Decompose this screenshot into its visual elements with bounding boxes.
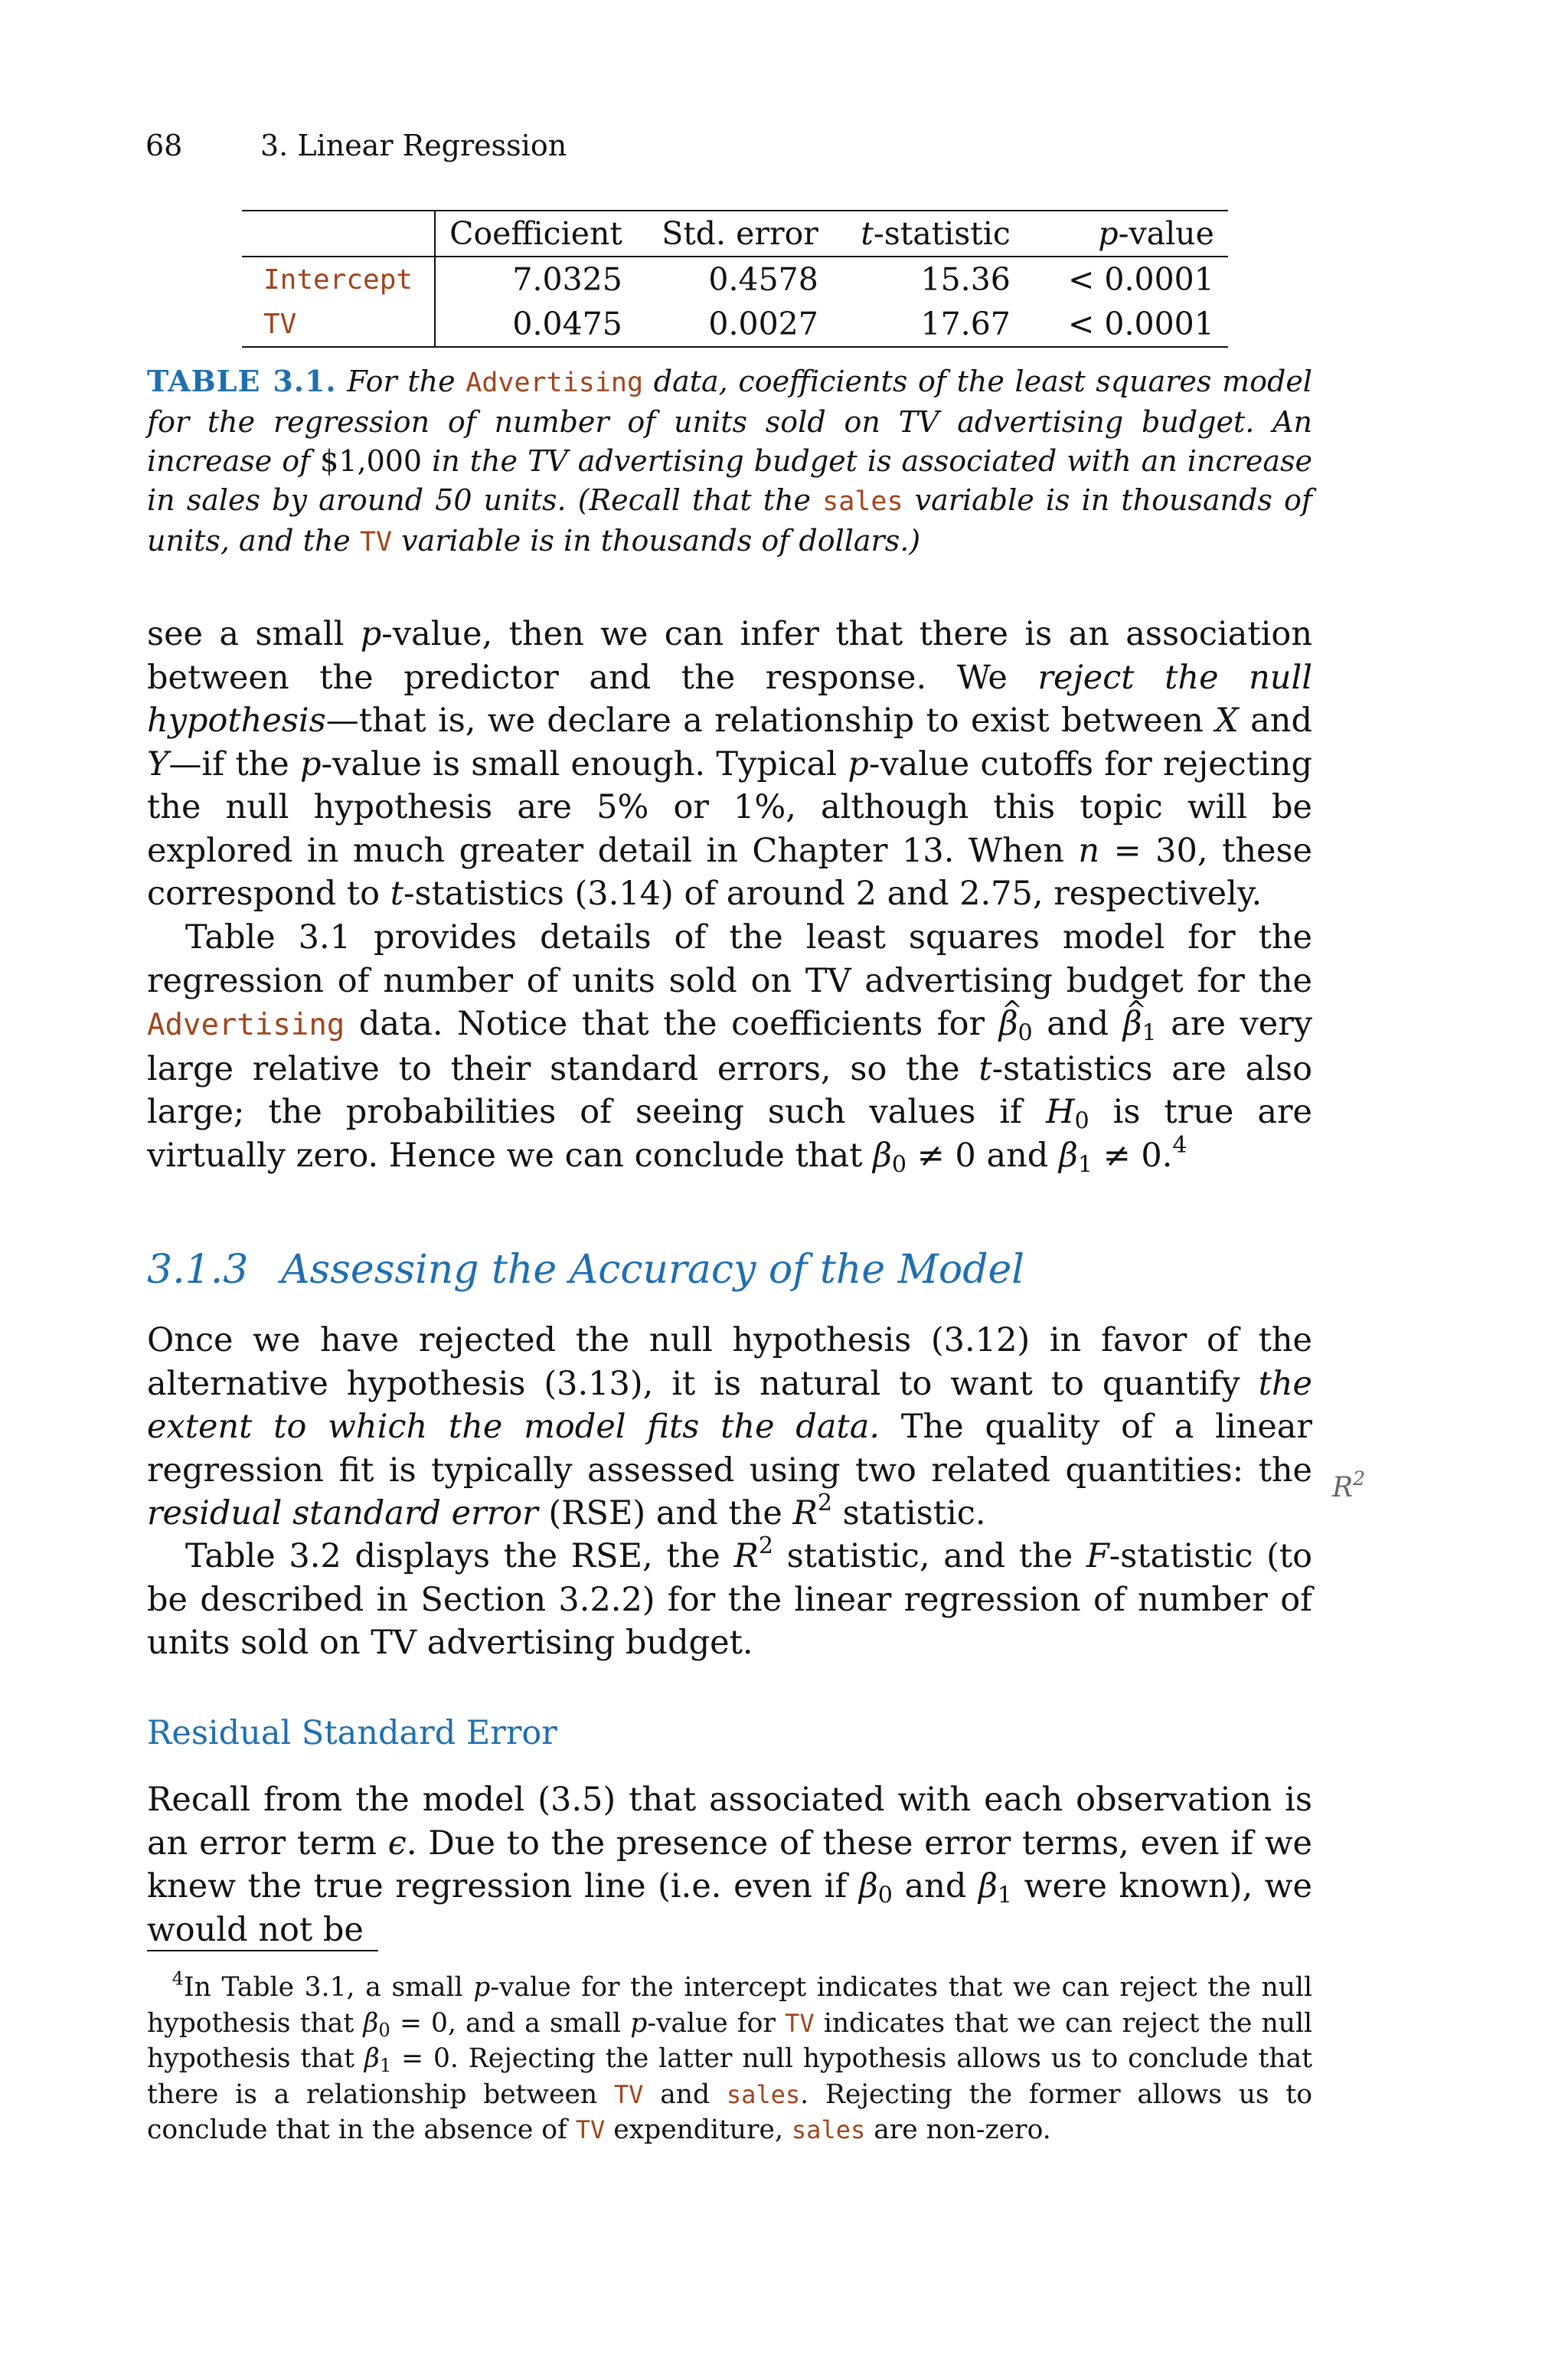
text: are non-zero. xyxy=(874,2115,1051,2145)
footnote-marker: 4 xyxy=(1172,1131,1187,1159)
col-header-p-value: p-value xyxy=(1098,215,1214,252)
text: = 0. Rejecting the latter null hypothesis allows us to conclude that there is a relationship between xyxy=(147,2043,1313,2110)
cell-std-error: 0.4578 xyxy=(708,261,818,298)
emphasis-extent: the extent to which the model fits the data. xyxy=(147,1364,1312,1446)
section-heading xyxy=(147,1247,1024,1293)
math-neq: ≠ 0. xyxy=(1102,1136,1173,1175)
text: expenditure, xyxy=(613,2115,783,2145)
caption-text: variable is in thousands of dollars.) xyxy=(401,524,921,558)
margin-note-r-squared xyxy=(1332,1467,1366,1503)
text: Once we have rejected the null hypothesis (3.12) in favor of the alternative hypothesis (3.13), it is natural to want to quantify xyxy=(147,1321,1312,1403)
paragraph-table-details xyxy=(147,916,1312,1177)
text: Table 3.1 provides details of the least squares model for the regression of number of units sold on TV advertising budget for the xyxy=(147,918,1312,1000)
cell-p-value: < 0.0001 xyxy=(1068,306,1214,342)
math-t: t xyxy=(390,875,404,913)
math-beta: β xyxy=(873,1136,892,1175)
text: —if the xyxy=(168,744,289,783)
math-beta: β xyxy=(363,2007,379,2039)
text: Recall from the model (3.5) that associated with each observation is an error term xyxy=(147,1781,1312,1863)
math-subscript: 0 xyxy=(1018,1019,1033,1047)
text: and xyxy=(986,1136,1049,1175)
math-p: p xyxy=(630,2007,648,2039)
math-p: p xyxy=(473,1972,491,2003)
text: -value, then we can infer that there is an association between the predictor and the response. We xyxy=(147,615,1313,697)
col-header-std-error: Std. error xyxy=(662,215,818,252)
section-number: 3.1.3 xyxy=(147,1247,249,1293)
text: and xyxy=(904,1867,967,1905)
math-h: H xyxy=(1045,1093,1075,1131)
text: -statistics are also large; the probabilities of seeing such values if xyxy=(147,1049,1312,1131)
text: -statistics (3.14) of around 2 and 2.75, respectively. xyxy=(403,875,1263,913)
chapter-title: 3. Linear Regression xyxy=(260,129,567,162)
cell-coefficient: 0.0475 xyxy=(512,306,622,342)
text: -value is small enough. Typical xyxy=(321,744,838,783)
math-beta-hat: ^ β xyxy=(999,1003,1018,1046)
math-epsilon: ϵ xyxy=(387,1824,407,1863)
cell-coefficient: 7.0325 xyxy=(512,261,622,298)
text: indicates that we can reject the null hypothesis that xyxy=(147,2007,1313,2074)
math-beta-hat: ^ β xyxy=(1123,1003,1142,1046)
math-subscript: 0 xyxy=(378,2019,390,2041)
caption-label: TABLE 3.1. xyxy=(147,364,337,398)
text: . Due to the presence of these error terms, even if we knew the true regression line (i.e. even if xyxy=(147,1824,1312,1905)
math-p: p xyxy=(848,744,869,783)
col-header-coefficient: Coefficient xyxy=(449,215,622,252)
code-advertising: Advertising xyxy=(147,1008,345,1042)
table-row xyxy=(242,302,1228,347)
table-caption xyxy=(147,361,1312,562)
code-tv: TV xyxy=(359,527,393,558)
paragraph-rse xyxy=(147,1778,1312,1951)
cell-std-error: 0.0027 xyxy=(708,306,818,342)
math-subscript: 1 xyxy=(1077,1151,1093,1179)
text: are very large relative to their standard errors, so the xyxy=(147,1005,1313,1088)
code-tv: TV xyxy=(613,2079,644,2109)
math-r: R xyxy=(733,1537,759,1575)
math-p: p xyxy=(360,615,382,653)
math-superscript: 2 xyxy=(1353,1467,1366,1490)
page-number: 68 xyxy=(145,129,183,162)
paragraph-p-value xyxy=(147,613,1312,916)
subsection-heading: Residual Standard Error xyxy=(147,1714,557,1752)
text: Table 3.2 displays the RSE, the xyxy=(185,1537,720,1575)
math-beta: β xyxy=(858,1867,878,1905)
math-r: R xyxy=(1332,1472,1354,1503)
text: . Rejecting the former allows us to conclude that in the absence of xyxy=(147,2079,1313,2145)
math-superscript: 2 xyxy=(817,1489,832,1516)
text: were known), we would not be xyxy=(147,1867,1312,1949)
text: and xyxy=(1250,702,1312,740)
code-tv: TV xyxy=(575,2115,606,2144)
text: -value for xyxy=(647,2007,776,2039)
caption-text: in the TV advertising budget is associated with an increase in sales by around 50 units. (Recall that the xyxy=(147,444,1312,517)
math-subscript: 1 xyxy=(379,2055,392,2077)
text: and xyxy=(660,2079,710,2110)
text: -statistic (to be described in Section 3.2.2) for the linear regression of number of units sold on TV advertising budget. xyxy=(147,1537,1313,1662)
code-advertising: Advertising xyxy=(466,368,644,398)
code-tv: TV xyxy=(785,2008,815,2038)
table-corner-cell xyxy=(242,211,435,257)
math-subscript: 0 xyxy=(891,1151,907,1179)
math-beta: β xyxy=(1059,1136,1078,1175)
text: statistic, and the xyxy=(786,1537,1073,1575)
caption-amount: $1,000 xyxy=(320,444,423,478)
paragraph-table-3-2 xyxy=(147,1532,1313,1665)
text: see a small xyxy=(147,615,345,653)
math-r: R xyxy=(792,1494,818,1532)
emphasis-reject-null: reject the null hypothesis xyxy=(147,658,1313,740)
caption-text: For the xyxy=(347,365,456,398)
caption-text: variable is in thousands of units, and the xyxy=(147,483,1312,558)
text: The quality of a linear regression fit is typically assessed using two related quantities: the xyxy=(147,1408,1312,1490)
caption-text: data, coefficients of the least squares model for the regression of number of units sold on TV advertising budget. An increase of xyxy=(147,365,1312,478)
table-row xyxy=(242,257,1228,302)
math-subscript: 1 xyxy=(1142,1019,1157,1047)
cell-t-statistic: 15.36 xyxy=(920,261,1011,298)
emphasis-rse: residual standard error xyxy=(147,1494,538,1532)
text: (RSE) and the xyxy=(548,1494,782,1532)
math-subscript: 0 xyxy=(877,1882,893,1909)
math-p: p xyxy=(300,744,322,783)
math-f: F xyxy=(1086,1537,1109,1575)
section-title: Assessing the Accuracy of the Model xyxy=(281,1247,1024,1293)
cell-t-statistic: 17.67 xyxy=(920,306,1011,342)
math-superscript: 2 xyxy=(758,1532,773,1559)
text: statistic. xyxy=(842,1494,986,1532)
math-beta: β xyxy=(978,1867,998,1905)
math-y: Y xyxy=(147,744,169,783)
text: -value cutoffs for rejecting the null hypothesis are 5% or 1%, although this topic will be explored in much greater detail in Chapter 13. When xyxy=(147,744,1312,870)
row-label-intercept: Intercept xyxy=(242,257,435,302)
col-header-t-statistic: t-statistic xyxy=(861,215,1011,252)
code-sales: sales xyxy=(822,486,903,517)
footnote-number: 4 xyxy=(172,1967,184,1990)
math-subscript: 0 xyxy=(1074,1107,1089,1135)
paragraph-accuracy xyxy=(147,1319,1312,1536)
text: = 30, these correspond to xyxy=(147,831,1313,913)
footnote xyxy=(147,1967,1313,2148)
code-sales: sales xyxy=(791,2115,866,2144)
math-subscript: 1 xyxy=(997,1882,1013,1909)
running-header xyxy=(145,129,567,162)
text: data. Notice that the coefficients for xyxy=(358,1005,985,1043)
math-neq: ≠ 0 xyxy=(916,1136,976,1175)
math-t: t xyxy=(978,1049,992,1088)
text: is true are virtually zero. Hence we can conclude that xyxy=(147,1093,1313,1175)
text: In Table 3.1, a small xyxy=(184,1972,463,2003)
cell-p-value: < 0.0001 xyxy=(1068,261,1214,298)
table-header-row xyxy=(242,211,1228,257)
text: -value for the intercept indicates that we can reject the null hypothesis that xyxy=(147,1972,1313,2039)
footnote-rule xyxy=(147,1950,378,1951)
math-n: n xyxy=(1078,831,1100,870)
text: and xyxy=(1047,1005,1109,1043)
text: = 0, and a small xyxy=(399,2007,622,2039)
row-label-tv: TV xyxy=(242,302,435,347)
math-x: X xyxy=(1215,702,1239,740)
code-sales: sales xyxy=(726,2079,801,2109)
text: —that is, we declare a relationship to exist between xyxy=(325,702,1204,740)
coefficient-table xyxy=(242,210,1228,348)
math-beta: β xyxy=(364,2043,380,2074)
